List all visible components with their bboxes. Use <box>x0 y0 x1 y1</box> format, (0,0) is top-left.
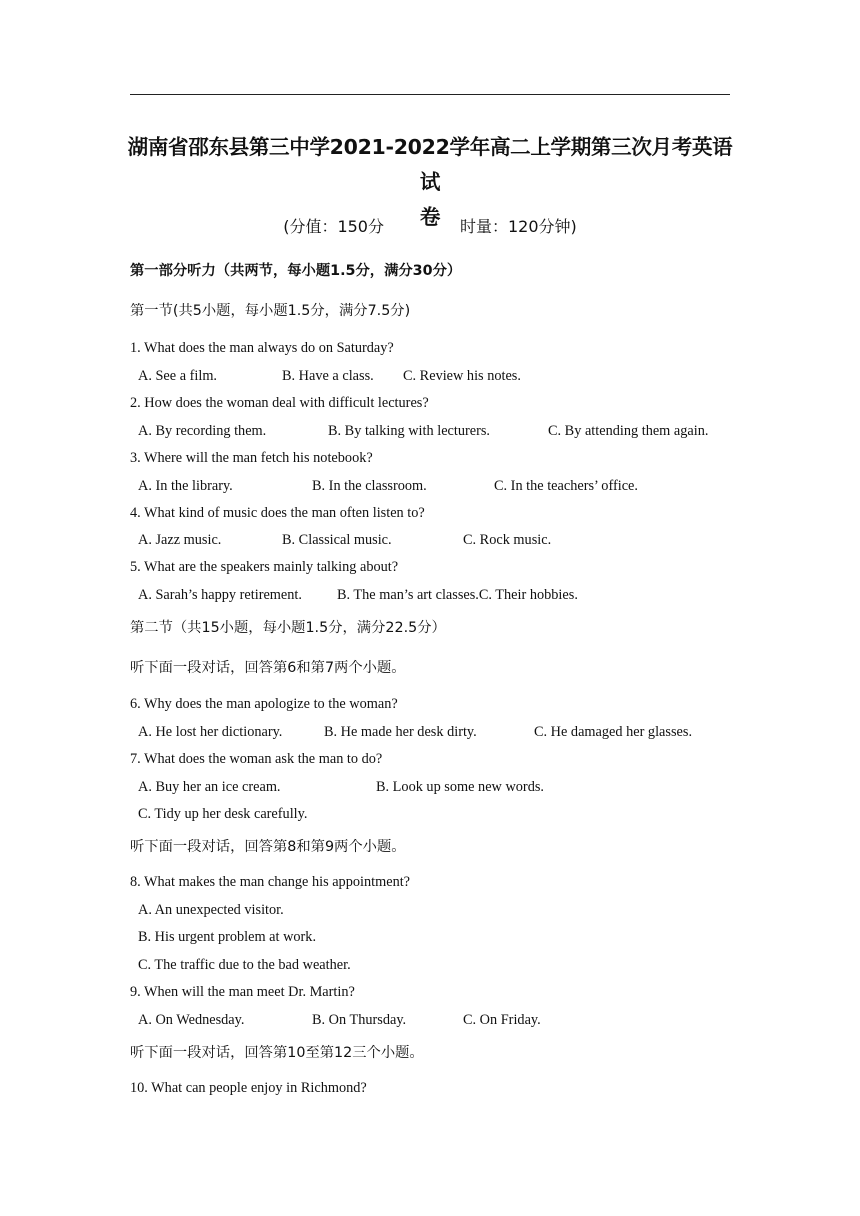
question-9-stem: 9. When will the man meet Dr. Martin? <box>130 984 355 1000</box>
question-6-option-c: C. He damaged her glasses. <box>534 724 693 740</box>
question-5-stem: 5. What are the speakers mainly talking about? <box>130 559 399 575</box>
question-3-option-a: A. In the library. <box>138 478 233 494</box>
instruction-q8-q9: 听下面一段对话，回答第8和第9两个小题。 <box>130 839 406 855</box>
question-7-option-b: B. Look up some new words. <box>376 779 544 795</box>
instruction-q10-q12: 听下面一段对话，回答第10至第12三个小题。 <box>130 1045 424 1061</box>
title-line-2: 卷 <box>419 205 441 229</box>
question-7-option-c: C. Tidy up her desk carefully. <box>138 806 308 822</box>
question-5-option-a: A. Sarah’s happy retirement. <box>138 587 302 603</box>
question-6-option-a: A. He lost her dictionary. <box>138 724 283 740</box>
section1-heading: 第一节(共5小题，每小题1.5分，满分7.5分) <box>130 303 411 319</box>
question-3-option-c: C. In the teachers’ office. <box>494 478 638 494</box>
question-9-option-a: A. On Wednesday. <box>138 1012 245 1028</box>
part1-heading: 第一部分听力（共两节，每小题1.5分，满分30分） <box>130 263 462 279</box>
question-8-option-b: B. His urgent problem at work. <box>138 929 317 945</box>
question-1-option-b: B. Have a class. <box>282 368 374 384</box>
question-4-option-a: A. Jazz music. <box>138 532 222 548</box>
question-2-option-b: B. By talking with lecturers. <box>328 423 491 439</box>
question-3-stem: 3. Where will the man fetch his notebook? <box>130 450 373 466</box>
question-6-option-b: B. He made her desk dirty. <box>324 724 477 740</box>
title-line-1: 湖南省邵东县第三中学2021-2022学年高二上学期第三次月考英语试 <box>127 135 733 194</box>
question-1-option-c: C. Review his notes. <box>403 368 521 384</box>
question-7-stem: 7. What does the woman ask the man to do? <box>130 751 383 767</box>
question-10-stem: 10. What can people enjoy in Richmond? <box>130 1080 367 1096</box>
question-3-option-b: B. In the classroom. <box>312 478 427 494</box>
question-4-stem: 4. What kind of music does the man often listen to? <box>130 505 425 521</box>
exam-meta <box>0 214 860 237</box>
instruction-q6-q7: 听下面一段对话，回答第6和第7两个小题。 <box>130 660 406 676</box>
question-8-stem: 8. What makes the man change his appointment? <box>130 874 411 890</box>
question-2-option-a: A. By recording them. <box>138 423 267 439</box>
header-rule <box>130 94 730 95</box>
time-info: 时量：120分钟) <box>460 217 577 236</box>
section2-heading: 第二节（共15小题，每小题1.5分，满分22.5分） <box>130 620 446 636</box>
question-8-option-a: A. An unexpected visitor. <box>138 902 284 918</box>
question-4-option-b: B. Classical music. <box>282 532 392 548</box>
question-1-stem: 1. What does the man always do on Saturday? <box>130 340 394 356</box>
question-6-stem: 6. Why does the man apologize to the woman? <box>130 696 398 712</box>
question-2-option-c: C. By attending them again. <box>548 423 709 439</box>
question-9-option-c: C. On Friday. <box>463 1012 541 1028</box>
question-5-option-bc: B. The man’s art classes.C. Their hobbies. <box>337 587 578 603</box>
question-7-option-a: A. Buy her an ice cream. <box>138 779 281 795</box>
question-9-option-b: B. On Thursday. <box>312 1012 407 1028</box>
question-2-stem: 2. How does the woman deal with difficult lectures? <box>130 395 429 411</box>
question-1-option-a: A. See a film. <box>138 368 218 384</box>
question-8-option-c: C. The traffic due to the bad weather. <box>138 957 351 973</box>
question-4-option-c: C. Rock music. <box>463 532 552 548</box>
score-info: (分值：150分 <box>283 217 384 236</box>
